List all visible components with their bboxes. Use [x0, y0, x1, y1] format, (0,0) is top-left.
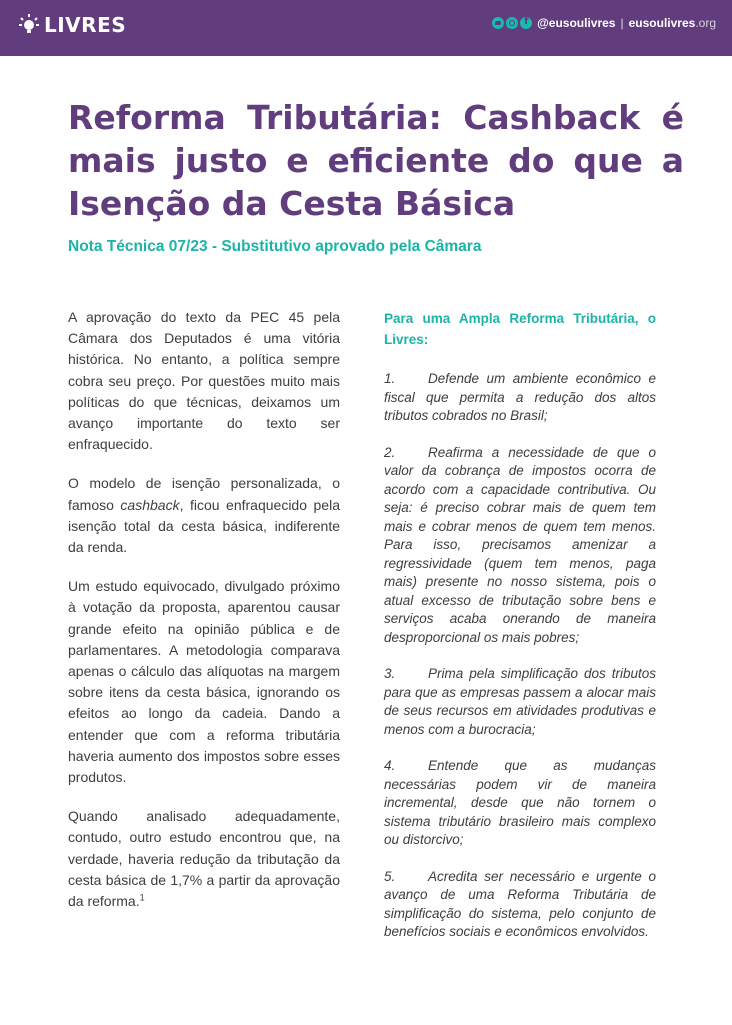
header-separator: |: [620, 16, 624, 30]
social-handle[interactable]: @eusoulivres: [537, 16, 616, 30]
site-tld: .org: [695, 16, 716, 30]
paragraph-2-after: , ficou enfraquecido pela isenção total da cesta básica, indiferente da renda.: [68, 496, 340, 556]
paragraph-2-before: O modelo de isenção personalizada, o famoso: [68, 475, 340, 513]
header-bar: [0, 0, 732, 56]
page-title: Reforma Tributária: Cashback é mais justo e eficiente do que a Isenção da Cesta Básica: [68, 98, 684, 223]
right-column: [384, 308, 656, 960]
list-item-text: Reafirma a necessidade de que o valor da cobrança de impostos ocorra de acordo com a capacidade contributiva. Ou seja: é preciso cobrar mais de quem tem mais e cobrar menos de quem tem menos. Para isso, precisamos amenizar a regressividade (quem tem menos, paga mais) presente no nosso sistema, pois o atual excesso de tributação sobre bens e serviços acaba onerando de maneira desproporcional os mais pobres;: [384, 444, 656, 645]
paragraph-3: Um estudo equivocado, divulgado próximo à votação da proposta, aparentou causar grande efeito na opinião pública e de parlamentares. A metodologia comparava apenas o cálculo das alíquotas na margem sobre itens da cesta básica, ignorando os efeitos ao longo da cadeia. Dando a entender que com a reforma tributária haveria aumento dos impostos sobre esses produtos.: [68, 578, 340, 786]
social-links: [492, 16, 716, 30]
list-item: [384, 868, 656, 942]
lightbulb-icon: [18, 12, 40, 38]
list-item-text: Entende que as mudanças necessárias podem vir de maneira incremental, desde que não tornem o sistema tributário brasileiro mais complexo ou distorcivo;: [384, 758, 656, 847]
site-name: eusoulivres: [628, 16, 696, 30]
list-item-text: Prima pela simplificação dos tributos para que as empresas passem a alocar mais de seus recursos em atividades produtivas e menos com a burocracia;: [384, 666, 656, 737]
commitments-lead: Para uma Ampla Reforma Tributária, o Livres:: [384, 311, 656, 347]
list-item: [384, 444, 656, 648]
left-column: [68, 307, 340, 930]
cashback-term: cashback: [120, 496, 180, 513]
list-item-number: 2.: [384, 444, 396, 460]
paragraph-4-text: Quando analisado adequadamente, contudo, outro estudo encontrou que, na verdade, haveria redução da tributação da cesta básica de 1,7% a partir da aprovação da reforma.: [68, 808, 340, 910]
paragraph-4: [68, 806, 340, 912]
site-link[interactable]: [629, 16, 716, 30]
instagram-icon[interactable]: [506, 17, 518, 29]
list-item: [384, 665, 656, 739]
list-item: [384, 757, 656, 850]
brand-name: LIVRES: [44, 13, 127, 37]
paragraph-1: A aprovação do texto da PEC 45 pela Câmara dos Deputados é uma vitória histórica. No entanto, a política sempre cobra seu preço. Por questões muito mais políticas do que técnicas, deixamos um avanço importante do texto ser enfraquecido.: [68, 309, 340, 453]
list-item-number: 4.: [384, 758, 396, 773]
list-item-text: Defende um ambiente econômico e fiscal que permita a redução dos altos tributos cobrados no Brasil;: [384, 371, 656, 423]
list-item-text: Acredita ser necessário e urgente o avanço de uma Reforma Tributária de simplificação do sistema, pelo conjunto de benefícios sociais e econômicos envolvidos.: [384, 868, 656, 939]
list-item-number: 5.: [384, 868, 396, 884]
footnote-ref[interactable]: 1: [139, 892, 145, 903]
list-item-number: 1.: [384, 371, 396, 386]
facebook-icon[interactable]: [520, 17, 532, 29]
page-subtitle: Nota Técnica 07/23 - Substitutivo aprovado pela Câmara: [68, 238, 482, 255]
list-item-number: 3.: [384, 666, 396, 681]
livres-logo[interactable]: [18, 12, 126, 38]
twitter-icon[interactable]: [492, 17, 504, 29]
paragraph-2: [68, 473, 340, 558]
list-item: [384, 370, 656, 426]
